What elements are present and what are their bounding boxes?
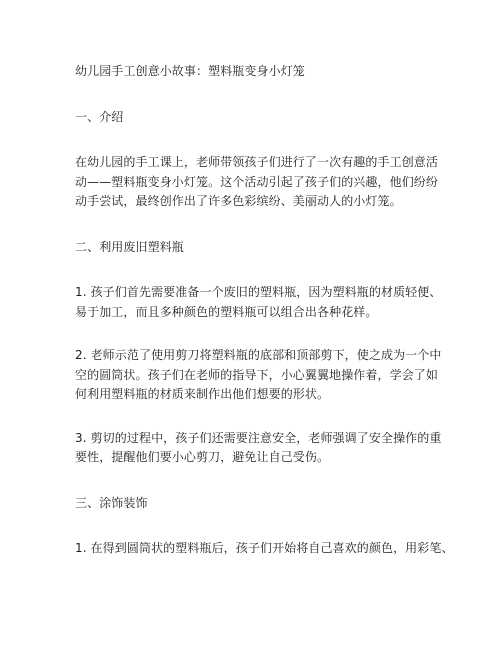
section-heading-bottles: 二、利用废旧塑料瓶: [75, 239, 184, 254]
list-item: [75, 283, 442, 322]
text-line: 动——塑料瓶变身小灯笼。这个活动引起了孩子们的兴趣，他们纷纷: [75, 174, 439, 189]
text-line: 2. 老师示范了使用剪刀将塑料瓶的底部和顶部剪下，使之成为一个中: [75, 348, 442, 362]
document-body: [75, 62, 454, 559]
document-title: 幼儿园手工创意小故事：塑料瓶变身小灯笼: [75, 64, 305, 78]
text-line: 要性，提醒他们要小心剪刀，避免让自己受伤。: [75, 450, 330, 464]
list-item: [75, 429, 442, 468]
list-item: [75, 346, 442, 405]
list-item: [75, 539, 454, 559]
section-heading-decoration: 三、涂饰装饰: [75, 495, 148, 510]
text-line: 易于加工，而且多种颜色的塑料瓶可以组合出各种花样。: [75, 304, 378, 319]
text-line: 动手尝试，最终创作出了许多色彩缤纷、美丽动人的小灯笼。: [75, 194, 402, 208]
text-line: 在幼儿园的手工课上，老师带领孩子们进行了一次有趣的手工创意活: [75, 155, 439, 169]
text-line: 空的圆筒状。孩子们在老师的指导下，小心翼翼地操作着，学会了如: [75, 367, 439, 382]
text-line: 1. 孩子们首先需要准备一个废旧的塑料瓶，因为塑料瓶的材质轻便、: [75, 285, 442, 299]
text-line: 何利用塑料瓶的材质来制作出他们想要的形状。: [75, 387, 330, 401]
text-line: 3. 剪切的过程中，孩子们还需要注意安全，老师强调了安全操作的重: [75, 430, 442, 445]
section-heading-intro: 一、介绍: [75, 109, 124, 124]
paragraph-intro: [75, 153, 439, 212]
text-line: 1. 在得到圆筒状的塑料瓶后，孩子们开始将自己喜欢的颜色，用彩笔、: [75, 541, 454, 555]
